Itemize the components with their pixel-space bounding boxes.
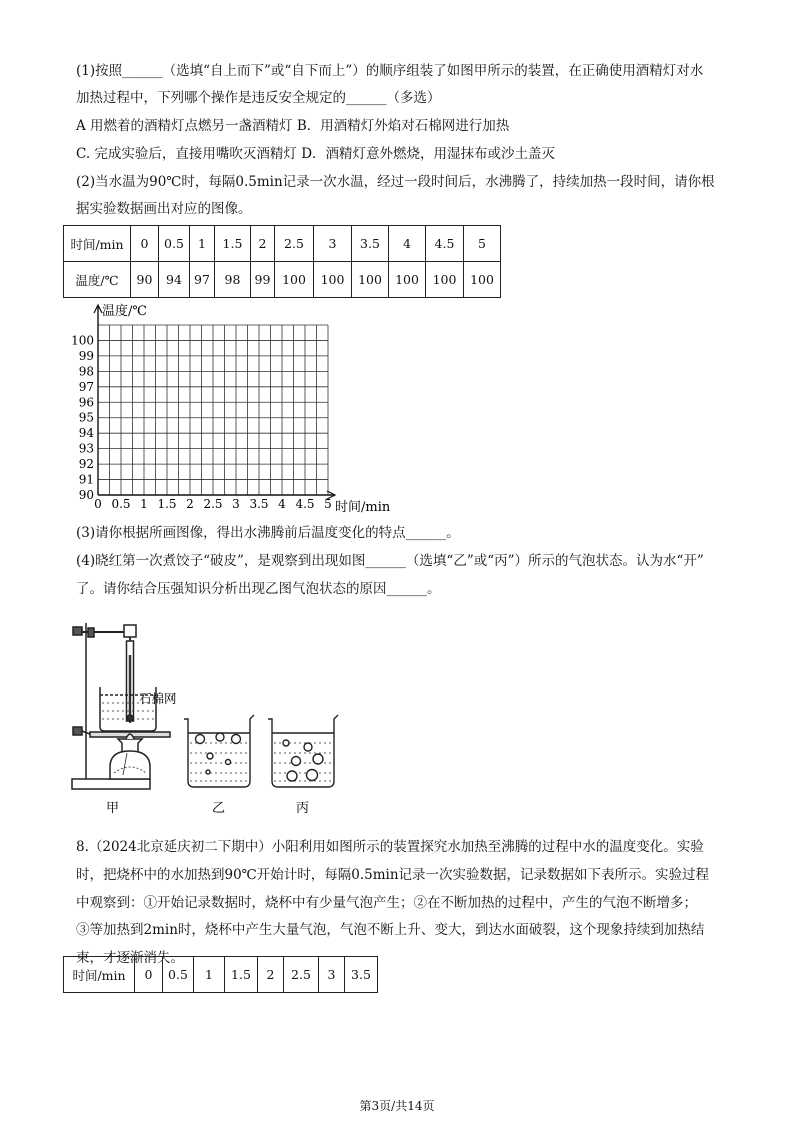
table-cell: 2 xyxy=(258,957,284,993)
page-footer: 第3页/共14页 xyxy=(359,1099,435,1113)
y-tick-label: 91 xyxy=(78,472,94,487)
table-cell: 4.5 xyxy=(426,226,464,262)
table-cell: 3 xyxy=(319,957,345,993)
q7-part2-line1: (2)当水温为90℃时，每隔0.5min记录一次水温，经过一段时间后，水沸腾了，持续加热一段时间，请你根 xyxy=(76,174,715,190)
table-row-temp xyxy=(64,262,501,298)
table-cell: 99 xyxy=(251,262,275,298)
table-cell: 94 xyxy=(159,262,190,298)
table-cell: 100 xyxy=(389,262,426,298)
x-tick-label: 0.5 xyxy=(111,497,131,511)
table-cell: 90 xyxy=(131,262,159,298)
apparatus-figure xyxy=(60,615,360,825)
q7-options-ab: A 用燃着的酒精灯点燃另一盏酒精灯 B．用酒精灯外焰对石棉网进行加热 xyxy=(76,118,510,134)
table-row-time xyxy=(64,226,501,262)
q8-line2: 时，把烧杯中的水加热到90℃开始计时，每隔0.5min记录一次实验数据，记录数据如下表所示。实验过程 xyxy=(76,867,710,883)
x-tick-label: 2.5 xyxy=(203,497,223,511)
y-tick-label: 97 xyxy=(78,379,94,394)
table-cell: 97 xyxy=(190,262,215,298)
table-header-time: 时间/min xyxy=(64,226,131,262)
table-cell: 2.5 xyxy=(284,957,319,993)
table-cell: 0.5 xyxy=(163,957,194,993)
table-cell: 98 xyxy=(215,262,251,298)
y-tick-label: 96 xyxy=(78,395,94,410)
y-tick-label: 92 xyxy=(78,457,94,472)
blank-graph-grid xyxy=(60,300,400,520)
table-cell: 3 xyxy=(314,226,352,262)
q8-line1: 8.（2024北京延庆初二下期中）小阳利用如图所示的装置探究水加热至沸腾的过程中水的温度变化。实验 xyxy=(76,839,704,855)
table-cell: 2.5 xyxy=(275,226,314,262)
q7-part4-line2: 了。请你结合压强知识分析出现乙图气泡状态的原因______。 xyxy=(76,581,441,597)
q7-part2-line2: 据实验数据画出对应的图像。 xyxy=(76,201,252,217)
table-cell: 2 xyxy=(251,226,275,262)
y-tick-label: 90 xyxy=(78,488,94,502)
q8-line5: 束，才逐渐消失。 xyxy=(76,950,184,966)
chart-x-axis-label: 时间/min xyxy=(335,500,391,515)
table-cell: 1 xyxy=(190,226,215,262)
q8-line3: 中观察到：①开始记录数据时，烧杯中有少量气泡产生；②在不断加热的过程中，产生的气泡不断增多； xyxy=(76,895,697,911)
table-cell: 5 xyxy=(464,226,501,262)
q7-data-table xyxy=(63,225,501,298)
table-cell: 0.5 xyxy=(159,226,190,262)
x-tick-label: 4.5 xyxy=(295,497,315,511)
q8-line4: ③等加热到2min时，烧杯中产生大量气泡，气泡不断上升、变大，到达水面破裂，这个现象持续到加热结 xyxy=(76,922,705,938)
label-figure-bing: 丙 xyxy=(296,801,310,816)
table-cell: 4 xyxy=(389,226,426,262)
y-tick-label: 93 xyxy=(78,441,94,456)
iron-stand-illustration xyxy=(72,623,170,789)
beaker-yi-illustration xyxy=(184,715,254,787)
table-cell: 3.5 xyxy=(352,226,389,262)
q7-part4-line1: (4)晓红第一次煮饺子“破皮”，是观察到出现如图______（选填“乙”或“丙”）所示的气泡状态。认为水“开” xyxy=(76,553,704,569)
table-header-temp: 温度/℃ xyxy=(64,262,131,298)
label-figure-yi: 乙 xyxy=(212,801,226,816)
label-figure-jia: 甲 xyxy=(106,801,120,816)
y-tick-label: 100 xyxy=(71,333,94,348)
beaker-bing-illustration xyxy=(268,715,338,787)
table-cell: 1.5 xyxy=(215,226,251,262)
q7-part1-line2: 加热过程中，下列哪个操作是违反安全规定的______（多选） xyxy=(76,90,441,106)
table-cell: 1.5 xyxy=(225,957,258,993)
table-cell: 1 xyxy=(194,957,225,993)
table-cell: 0 xyxy=(135,957,163,993)
x-tick-label: 1 xyxy=(140,497,148,511)
x-tick-label: 4 xyxy=(278,497,286,511)
x-tick-label: 1.5 xyxy=(157,497,177,511)
table-cell: 3.5 xyxy=(345,957,378,993)
label-asbestos-gauze: 石棉网 xyxy=(139,691,177,706)
x-tick-label: 2 xyxy=(186,497,194,511)
y-tick-label: 99 xyxy=(78,348,94,363)
table-cell: 100 xyxy=(464,262,501,298)
table-cell: 100 xyxy=(314,262,352,298)
y-tick-label: 94 xyxy=(78,426,94,441)
table-cell: 100 xyxy=(426,262,464,298)
q7-part3: (3)请你根据所画图像，得出水沸腾前后温度变化的特点______。 xyxy=(76,525,460,541)
q7-options-cd: C. 完成实验后，直接用嘴吹灭酒精灯 D．酒精灯意外燃烧，用湿抹布或沙土盖灭 xyxy=(76,146,556,162)
chart-y-axis-label: 温度/℃ xyxy=(102,304,147,319)
x-tick-label: 3.5 xyxy=(249,497,269,511)
table-header-time: 时间/min xyxy=(64,957,135,993)
table-row-time xyxy=(64,957,378,993)
y-tick-label: 98 xyxy=(78,364,94,379)
table-cell: 100 xyxy=(275,262,314,298)
x-tick-label: 5 xyxy=(324,497,332,511)
q8-data-table xyxy=(63,956,378,993)
x-tick-label: 3 xyxy=(232,497,240,511)
table-cell: 100 xyxy=(352,262,389,298)
y-tick-label: 95 xyxy=(78,410,94,425)
table-cell: 0 xyxy=(131,226,159,262)
q7-part1-line1: (1)按照______（选填“自上而下”或“自下而上”）的顺序组装了如图甲所示的装置，在正确使用酒精灯对水 xyxy=(76,63,704,79)
x-tick-label: 0 xyxy=(94,497,102,511)
